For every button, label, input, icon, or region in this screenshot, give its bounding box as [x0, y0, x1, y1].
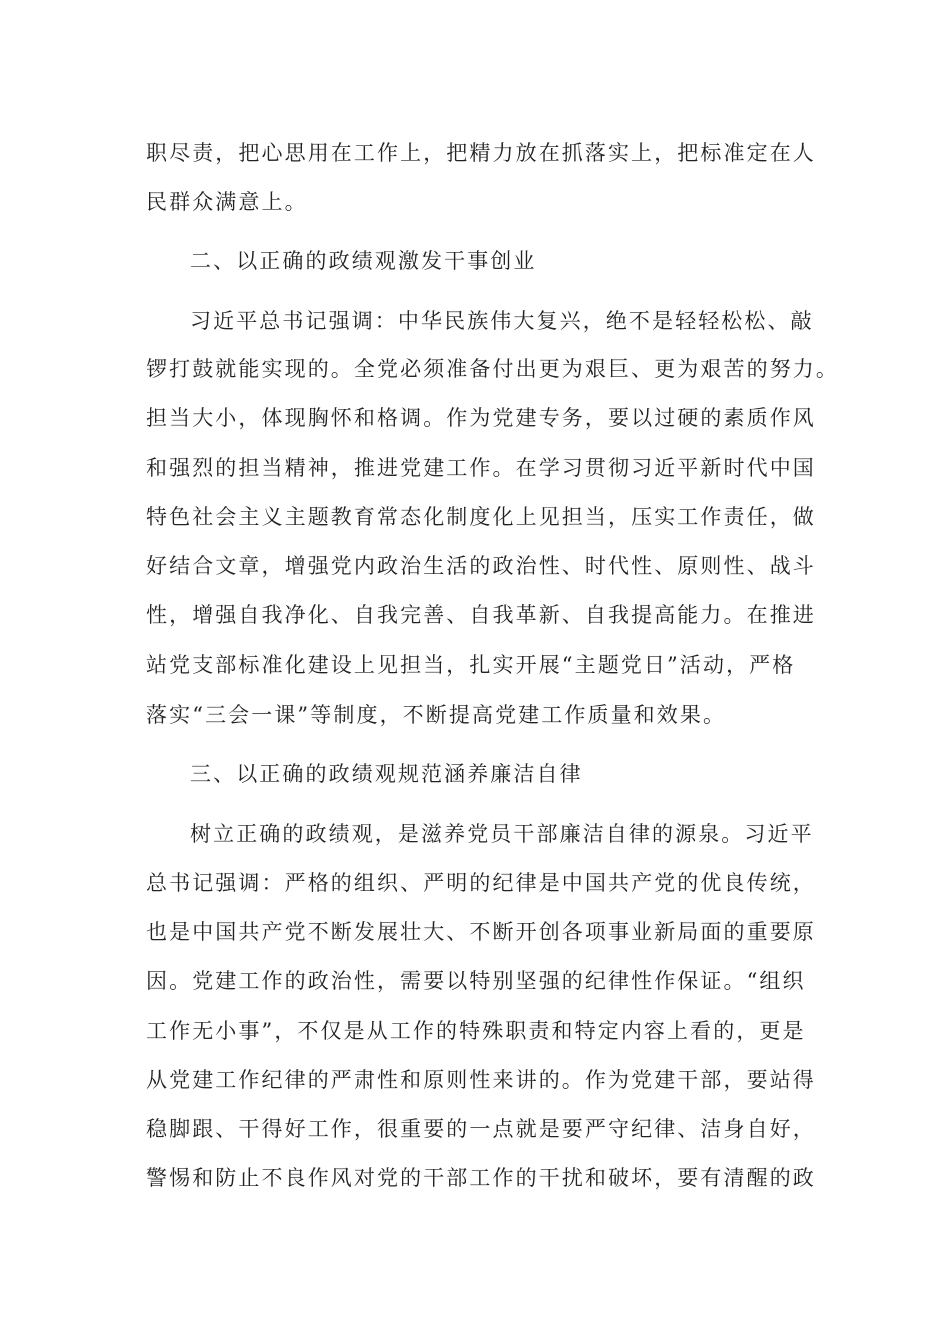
text-line: 职尽责，把心思用在工作上，把精力放在抓落实上，把标准定在人 — [146, 141, 816, 165]
text-line: 民群众满意上。 — [146, 190, 308, 214]
text-line: 警惕和防止不良作风对党的干部工作的干扰和破坏，要有清醒的政 — [146, 1166, 816, 1190]
text-line: 工作无小事”，不仅是从工作的特殊职责和特定内容上看的，更是 — [146, 1019, 806, 1043]
text-line: 好结合文章，增强党内政治生活的政治性、时代性、原则性、战斗 — [146, 554, 816, 578]
text-line: 也是中国共产党不断发展壮大、不断开创各项事业新局面的重要原 — [146, 920, 816, 944]
text-line: 习近平总书记强调：中华民族伟大复兴，绝不是轻轻松松、敲 — [190, 309, 814, 333]
text-line: 特色社会主义主题教育常态化制度化上见担当，压实工作责任，做 — [146, 505, 816, 529]
text-line: 从党建工作纪律的严肃性和原则性来讲的。作为党建干部，要站得 — [146, 1068, 816, 1092]
text-line: 落实“三会一课”等制度，不断提高党建工作质量和效果。 — [146, 703, 727, 727]
text-line: 因。党建工作的政治性，需要以特别坚强的纪律性作保证。“组织 — [146, 969, 806, 993]
section-heading-2: 二、以正确的政绩观激发干事创业 — [190, 249, 537, 273]
section-heading-3: 三、以正确的政绩观规范涵养廉洁自律 — [190, 762, 583, 786]
text-line: 性，增强自我净化、自我完善、自我革新、自我提高能力。在推进 — [146, 603, 816, 627]
text-line: 总书记强调：严格的组织、严明的纪律是中国共产党的优良传统， — [146, 871, 816, 895]
text-line: 和强烈的担当精神，推进党建工作。在学习贯彻习近平新时代中国 — [146, 456, 816, 480]
text-line: 稳脚跟、干得好工作，很重要的一点就是要严守纪律、洁身自好， — [146, 1117, 816, 1141]
text-line: 站党支部标准化建设上见担当，扎实开展“主题党日”活动，严格 — [146, 653, 796, 677]
text-line: 担当大小，体现胸怀和格调。作为党建专务，要以过硬的素质作风 — [146, 406, 816, 430]
text-line: 锣打鼓就能实现的。全党必须准备付出更为艰巨、更为艰苦的努力。 — [146, 357, 839, 381]
text-line: 树立正确的政绩观，是滋养党员干部廉洁自律的源泉。习近平 — [190, 822, 814, 846]
